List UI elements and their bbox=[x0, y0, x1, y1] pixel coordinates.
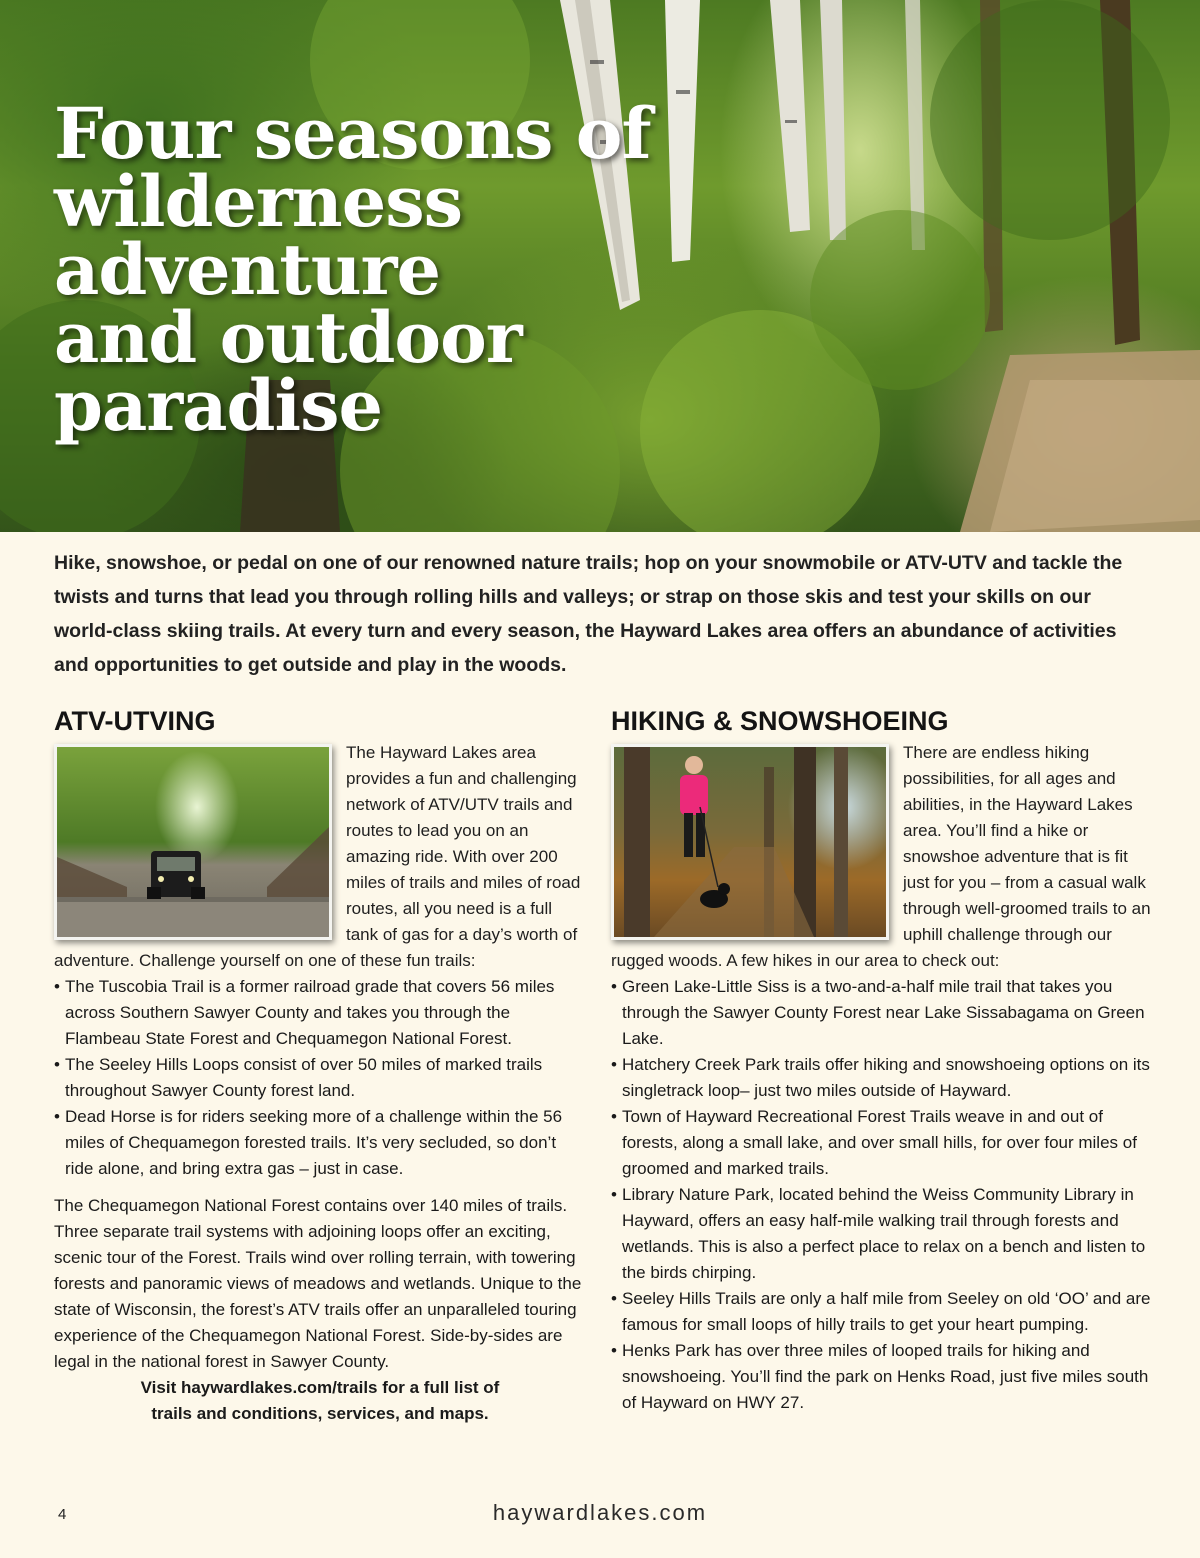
list-item: • Seeley Hills Trails are only a half mile from Seeley on old ‘OO’ and are famous for small loops of hilly trails to get your heart pumping. bbox=[611, 1286, 1151, 1338]
cta-line-1: Visit haywardlakes.com/trails for a full list of bbox=[140, 1378, 500, 1397]
hiking-photo bbox=[611, 744, 889, 940]
cta-line-2: trails and conditions, services, and maps. bbox=[151, 1404, 489, 1423]
hero-forest-image bbox=[0, 0, 1200, 532]
atv-photo bbox=[54, 744, 332, 940]
title-line-1: Four seasons of bbox=[54, 92, 651, 175]
atv-lead-text: The Hayward Lakes area provides a fun and challenging network of ATV/UTV trails and routes to lead you on an amazing ride. With over 200 miles of trails and miles of road routes, all you need is a full tank of gas for a day’s worth of adventure. Challenge yourself on one of these fun trails: bbox=[54, 743, 581, 970]
page-title bbox=[54, 92, 814, 447]
footer-website[interactable]: haywardlakes.com bbox=[492, 1500, 708, 1525]
page-number: 4 bbox=[58, 1506, 67, 1523]
atv-section bbox=[54, 704, 586, 1427]
trails-link-callout[interactable] bbox=[54, 1375, 586, 1427]
hiking-heading: HIKING & SNOWSHOEING bbox=[611, 706, 949, 736]
title-line-3: and outdoor paradise bbox=[54, 296, 522, 447]
hiking-trail-list bbox=[611, 974, 1151, 1416]
hiking-section bbox=[611, 704, 1151, 1416]
list-item: • Dead Horse is for riders seeking more of a challenge within the 56 miles of Chequamegon forested trails. It’s very secluded, so don’t ride alone, and bring extra gas – just in case. bbox=[54, 1104, 586, 1182]
hiker-illustration bbox=[614, 747, 886, 937]
list-item: • Town of Hayward Recreational Forest Trails weave in and out of forests, along a small lake, and over small hills, for over four miles of groomed and marked trails. bbox=[611, 1104, 1151, 1182]
list-item: • The Tuscobia Trail is a former railroad grade that covers 56 miles across Southern Sawyer County and takes you through the Flambeau State Forest and Chequamegon National Forest. bbox=[54, 974, 586, 1052]
atv-trail-list bbox=[54, 974, 586, 1182]
list-item: • The Seeley Hills Loops consist of over 50 miles of marked trails throughout Sawyer County forest land. bbox=[54, 1052, 586, 1104]
list-item: • Library Nature Park, located behind the Weiss Community Library in Hayward, offers an easy half-mile walking trail through forests and wetlands. This is also a perfect place to relax on a bench and listen to the birds chirping. bbox=[611, 1182, 1151, 1286]
atv-bridge-illustration bbox=[57, 747, 329, 937]
list-item: • Henks Park has over three miles of looped trails for hiking and snowshoeing. You’ll find the park on Henks Road, just five miles south of Hayward on HWY 27. bbox=[611, 1338, 1151, 1416]
list-item: • Hatchery Creek Park trails offer hiking and snowshoeing options on its singletrack loop– just two miles outside of Hayward. bbox=[611, 1052, 1151, 1104]
intro-paragraph: Hike, snowshoe, or pedal on one of our renowned nature trails; hop on your snowmobile or ATV-UTV and tackle the twists and turns that lead you through rolling hills and valleys; or strap on those skis and test your skills on our world-class skiing trails. At every turn and every season, the Hayward Lakes area offers an abundance of activities and opportunities to get outside and play in the woods. bbox=[54, 552, 1123, 676]
list-item: • Green Lake-Little Siss is a two-and-a-half mile trail that takes you through the Sawyer County Forest near Lake Sissabagama on Green Lake. bbox=[611, 974, 1151, 1052]
atv-heading: ATV-UTVING bbox=[54, 706, 216, 736]
hiking-lead-text: There are endless hiking possibilities, for all ages and abilities, in the Hayward Lakes area. You’ll find a hike or snowshoe adventure that is fit just for you – from a casual walk through well-groomed trails to an uphill challenge through our rugged woods. A few hikes in our area to check out: bbox=[611, 743, 1151, 970]
chequamegon-paragraph: The Chequamegon National Forest contains over 140 miles of trails. Three separate trail systems with adjoining loops offer an exciting, scenic tour of the Forest. Trails wind over rolling terrain, with towering forests and panoramic views of meadows and wetlands. Unique to the state of Wisconsin, the forest’s ATV trails offer an unparalleled touring experience of the Chequamegon National Forest. Side-by-sides are legal in the national forest in Sawyer County. bbox=[54, 1196, 582, 1371]
title-line-2: wilderness adventure bbox=[54, 160, 463, 311]
